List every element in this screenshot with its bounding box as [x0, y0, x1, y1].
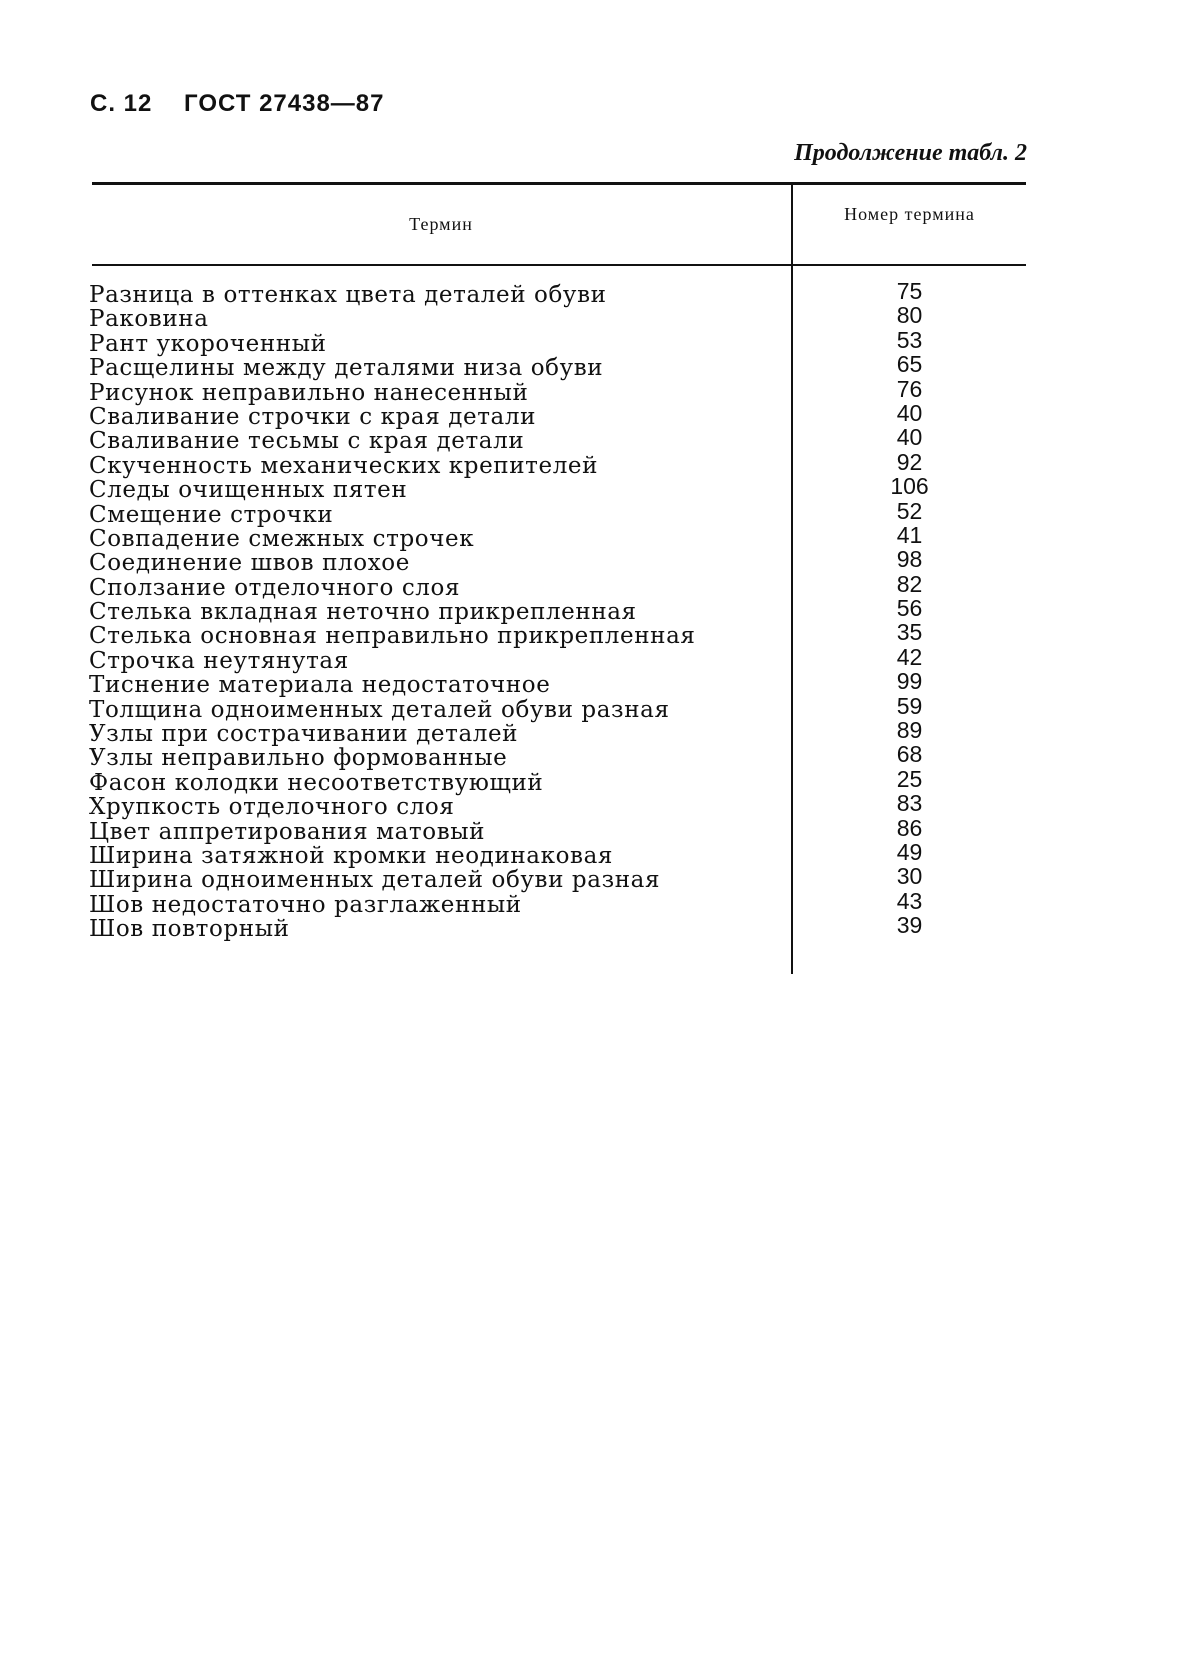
table-row-number: 30	[896, 863, 923, 890]
table-row-number: 40	[896, 424, 923, 451]
table-row-term: Смещение строчки	[89, 501, 334, 528]
column-header-number: Номер термина	[844, 204, 975, 224]
table-row-number: 41	[896, 521, 923, 548]
table-row-term: Цвет аппретирования матовый	[89, 818, 486, 845]
table-row-number: 40	[896, 399, 923, 426]
table-header-rule	[92, 264, 1026, 266]
table-row-term: Толщина одноименных деталей обуви разная	[89, 696, 670, 723]
table-row-term: Узлы неправильно формованные	[89, 745, 508, 772]
table-row-number: 99	[896, 668, 923, 695]
page-number: С. 12	[90, 90, 153, 117]
page-header	[90, 90, 409, 118]
table-row-term: Раковина	[89, 306, 209, 333]
table-row-term: Сваливание тесьмы с края детали	[89, 428, 525, 455]
table-row-term: Стелька основная неправильно прикрепленная	[89, 623, 696, 650]
table-row-number: 35	[896, 619, 923, 646]
table-row-term: Рисунок неправильно нанесенный	[89, 379, 529, 406]
table-row-number: 98	[896, 546, 923, 573]
table-row-number: 56	[896, 595, 923, 622]
table-row-number: 43	[896, 887, 923, 914]
table-row-term: Разница в оттенках цвета деталей обуви	[89, 282, 607, 308]
table-row-number: 39	[896, 912, 923, 939]
table-row-number: 65	[896, 351, 923, 378]
table-row-term: Тиснение материала недостаточное	[89, 672, 551, 699]
table-row-term: Хрупкость отделочного слоя	[89, 794, 455, 821]
table-row-number: 42	[896, 643, 923, 670]
table-continuation-label: Продолжение табл. 2	[794, 140, 1027, 166]
number-column	[793, 279, 1026, 938]
table-row-term: Рант укороченный	[89, 330, 327, 357]
table-row-term: Ширина затяжной кромки неодинаковая	[89, 842, 614, 869]
term-column	[89, 283, 779, 942]
table-row-term: Расщелины между деталями низа обуви	[89, 355, 604, 382]
table-row-term: Ширина одноименных деталей обуви разная	[89, 867, 661, 894]
table-row-term: Сползание отделочного слоя	[89, 574, 461, 601]
table-row-term: Строчка неутянутая	[89, 647, 349, 674]
table-row-term: Стелька вкладная неточно прикрепленная	[89, 599, 637, 626]
table-row-number: 25	[896, 765, 923, 792]
table-top-rule	[92, 182, 1026, 185]
table-row-number: 92	[896, 448, 923, 475]
column-header-term: Термин	[409, 214, 473, 234]
table-row-term: Соединение швов плохое	[89, 550, 410, 577]
table-row-number: 89	[896, 717, 923, 744]
table-row-term: Фасон колодки несоответствующий	[89, 769, 544, 796]
table-row-number: 52	[896, 497, 923, 524]
table-row-number: 53	[896, 326, 923, 353]
table-row-term: Шов недостаточно разглаженный	[89, 891, 522, 918]
table-row-number: 83	[896, 790, 923, 817]
table-row-number: 82	[896, 570, 923, 597]
table-row-number: 68	[896, 741, 923, 768]
table-row-term: Следы очищенных пятен	[89, 477, 408, 504]
table-row-number: 80	[896, 302, 923, 329]
standard-designation: ГОСТ 27438—87	[184, 90, 385, 117]
table-row-term: Скученность механических крепителей	[89, 452, 599, 479]
table-row-number: 59	[896, 692, 923, 719]
table-row-number: 76	[896, 375, 923, 402]
table-row-number: 75	[896, 278, 923, 304]
table-row-term: Шов повторный	[89, 916, 290, 943]
table-row-term: Сваливание строчки с края детали	[89, 403, 537, 430]
table-row-term: Совпадение смежных строчек	[89, 525, 475, 552]
table-row-number: 106	[890, 473, 929, 500]
table-row-number: 86	[896, 814, 923, 841]
table-row-term: Узлы при сострачивании деталей	[89, 721, 519, 748]
table-row-number: 49	[896, 838, 923, 865]
